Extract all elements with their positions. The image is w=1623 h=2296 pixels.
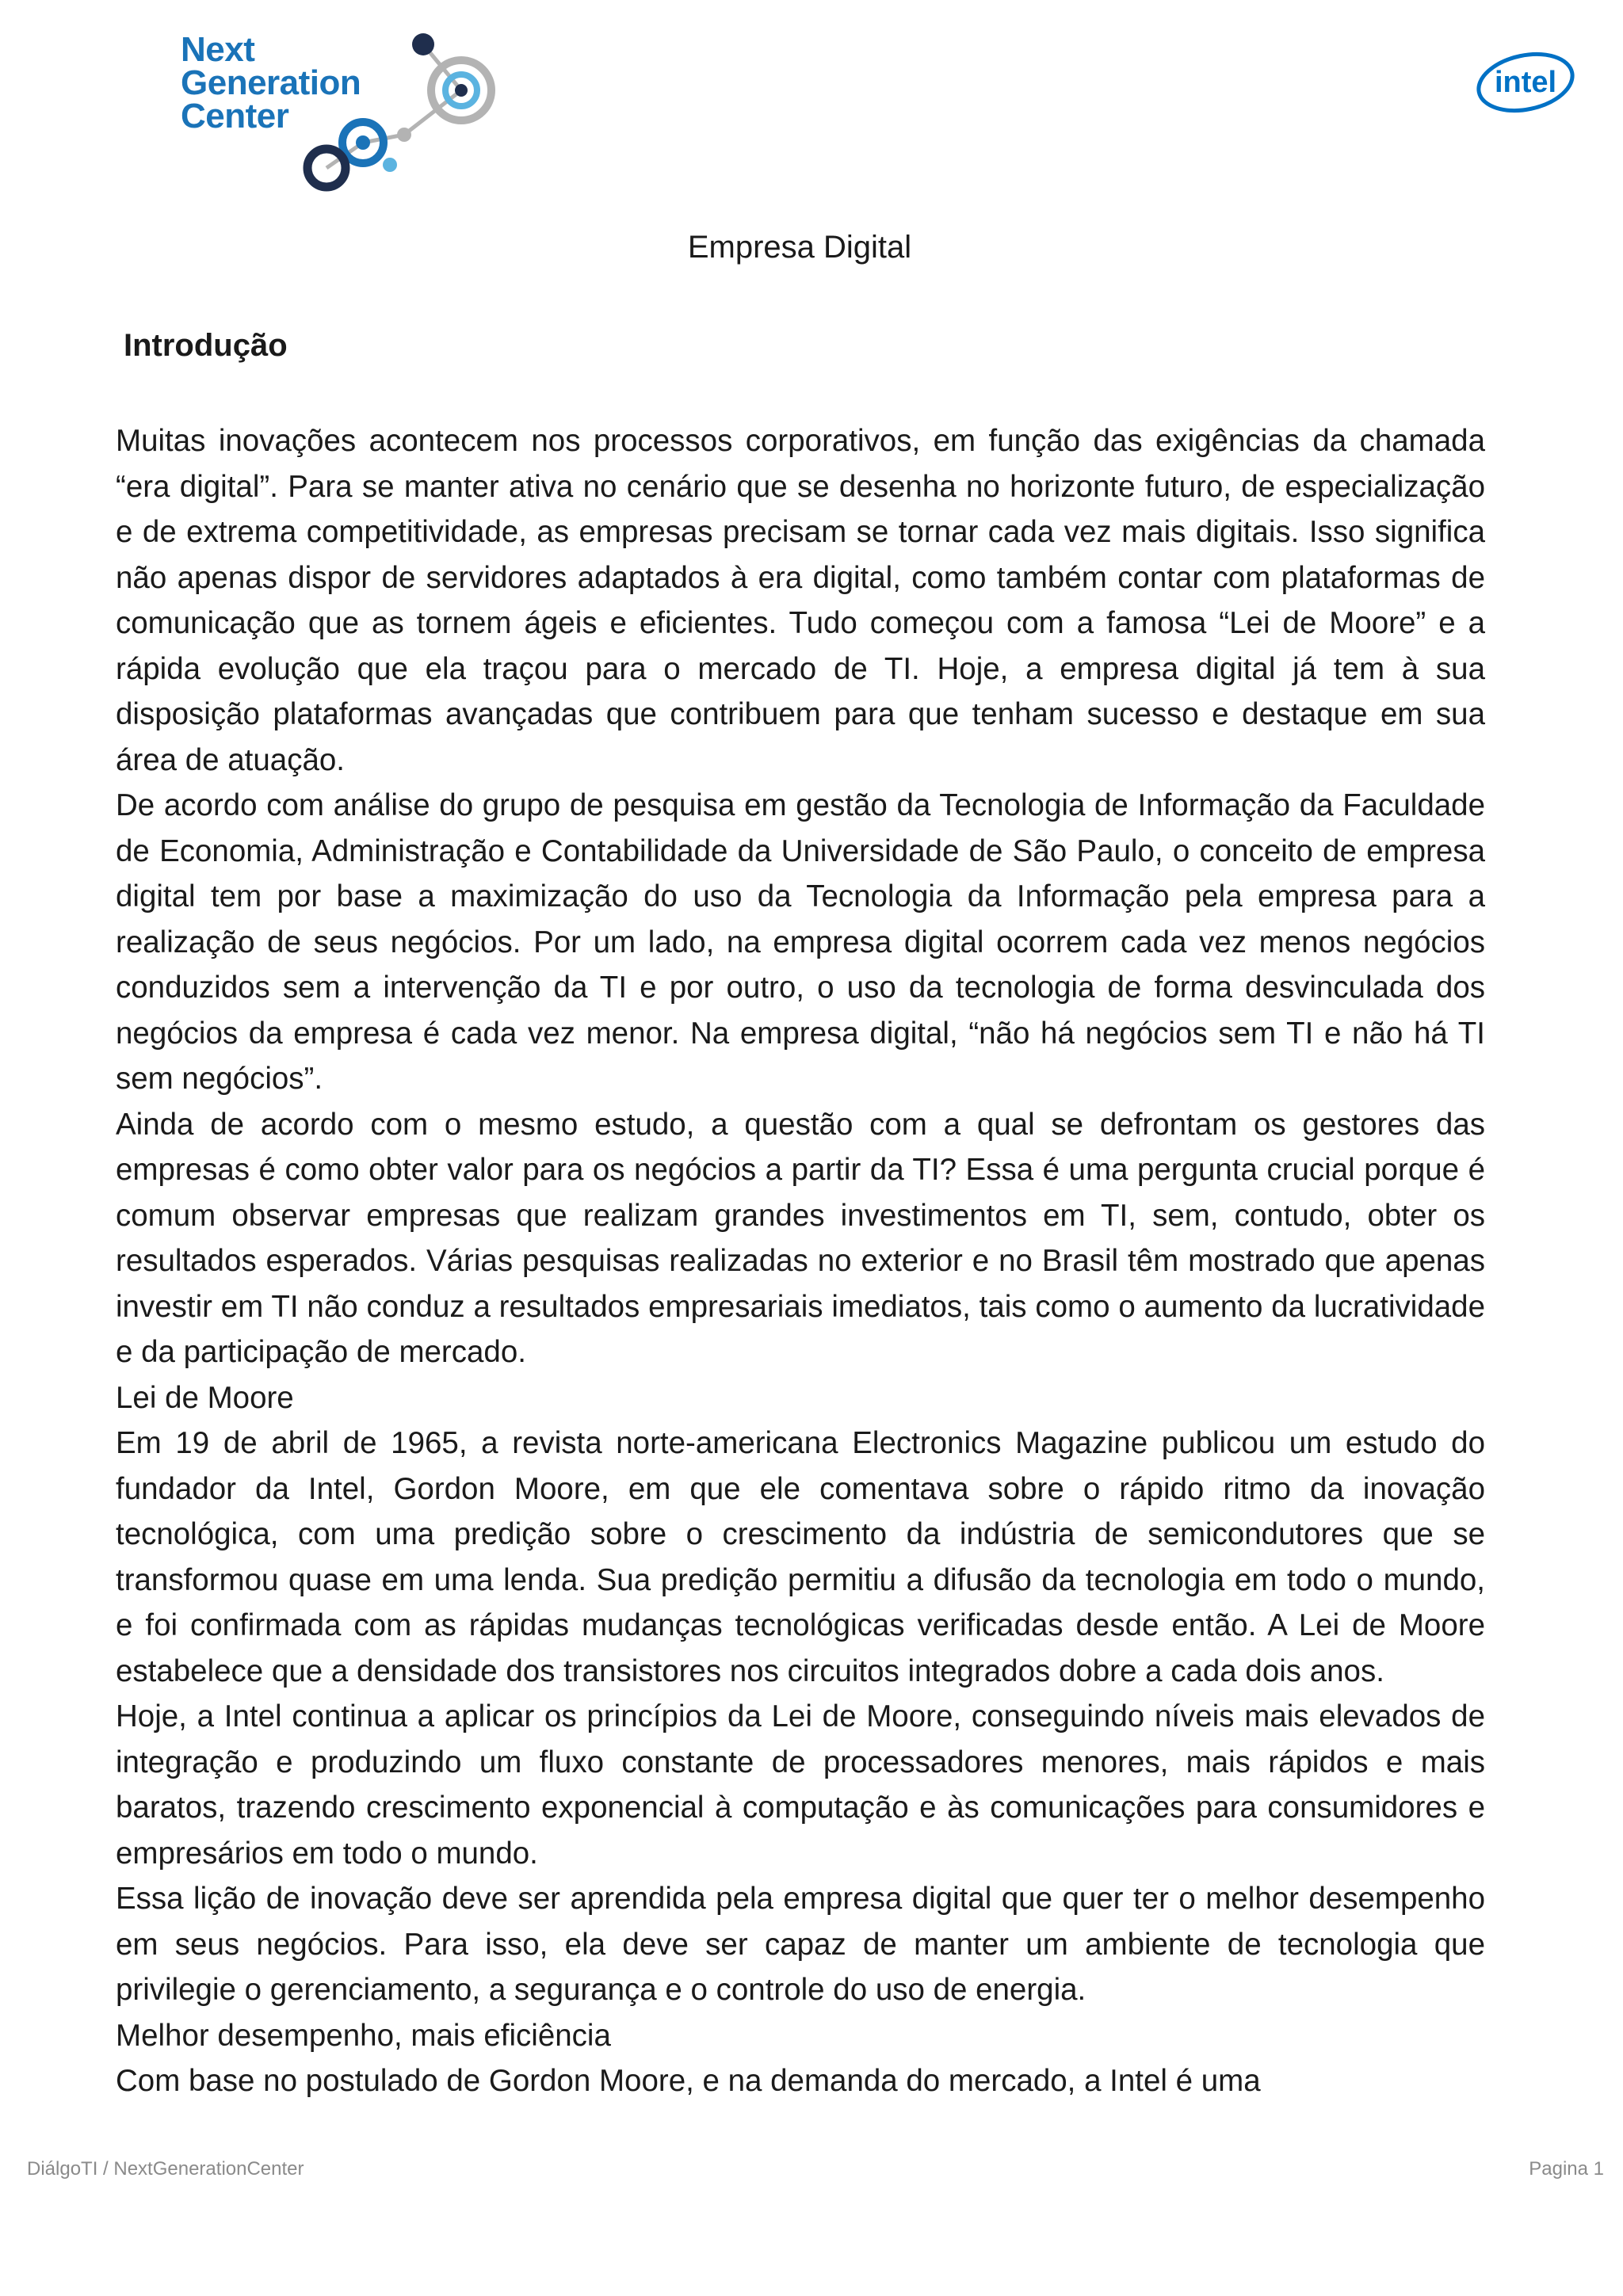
subheading-melhor-desempenho: Melhor desempenho, mais eficiência	[116, 2018, 611, 2053]
paragraph: De acordo com análise do grupo de pesquisa em gestão da Tecnologia de Informação da Faculdade de Economia, Administração e Contabilidade da Universidade de São Paulo, o conceito de empresa digital tem por base a maximização do uso da Tecnologia da Informação pela empresa para a realização de seus negócios. Por um lado, na empresa digital ocorrem cada vez menos negócios conduzidos sem a intervenção da TI e por outro, o uso da tecnologia de forma desvinculada dos negócios da empresa é cada vez menor. Na empresa digital, “não há negócios sem TI e não há TI sem negócios”.	[116, 788, 1485, 1096]
paragraph: Essa lição de inovação deve ser aprendida pela empresa digital que quer ter o melhor desempenho em seus negócios. Para isso, ela deve ser capaz de manter um ambiente de tecnologia que privilegie o gerenciamento, a segurança e o controle do uso de energia.	[116, 1882, 1485, 2007]
intel-logo-graphic	[1472, 46, 1579, 117]
paragraph: Com base no postulado de Gordon Moore, e na demanda do mercado, a Intel é uma	[116, 2064, 1261, 2098]
paragraph: Muitas inovações acontecem nos processos corporativos, em função das exigências da chamada “era digital”. Para se manter ativa no cenário que se desenha no horizonte futuro, de especialização e de extrema competitividade, as empresas precisam se tornar cada vez mais digitais. Isso significa não apenas dispor de servidores adaptados à era digital, como também contar com plataformas de comunicação que as tornem ágeis e eficientes. Tudo começou com a famosa “Lei de Moore” e a rápida evolução que ela traçou para o mercado de TI. Hoje, a empresa digital já tem à sua disposição plataformas avançadas que contribuem para que tenham sucesso e destaque em sua área de atuação.	[116, 424, 1485, 777]
intel-logo	[1472, 46, 1579, 117]
paragraph: Ainda de acordo com o mesmo estudo, a questão com a qual se defrontam os gestores das empresas é como obter valor para os negócios a partir da TI? Essa é uma pergunta crucial porque é comum observar empresas que realizam grandes investimentos em TI, sem, contudo, obter os resultados esperados. Várias pesquisas realizadas no exterior e no Brasil têm mostrado que apenas investir em TI não conduz a resultados empresariais imediatos, tais como o aumento da lucratividade e da participação de mercado.	[116, 1107, 1485, 1369]
document-body	[116, 418, 1485, 2104]
ngc-logo-wordmark	[181, 30, 361, 135]
ngc-logo-line3: Center	[181, 97, 289, 135]
next-generation-center-logo	[181, 24, 506, 198]
ngc-logo-line2: Generation	[181, 63, 361, 102]
paragraph: Em 19 de abril de 1965, a revista norte-americana Electronics Magazine publicou um estudo do fundador da Intel, Gordon Moore, em que ele comentava sobre o rápido ritmo da inovação tecnológica, com uma predição sobre o crescimento da indústria de semicondutores que se transformou quase em uma lenda. Sua predição permitiu a difusão da tecnologia em todo o mundo, e foi confirmada com as rápidas mudanças tecnológicas verificadas desde então. A Lei de Moore estabelece que a densidade dos transistores nos circuitos integrados dobre a cada dois anos.	[116, 1426, 1485, 1688]
footer-source: DiálgoTI / NextGenerationCenter	[27, 2158, 304, 2180]
section-heading-introducao: Introdução	[124, 328, 288, 363]
footer-page-number: Pagina 1	[1529, 2158, 1604, 2180]
page-title: Empresa Digital	[687, 230, 912, 265]
subheading-lei-de-moore: Lei de Moore	[116, 1380, 294, 1415]
paragraph: Hoje, a Intel continua a aplicar os princípios da Lei de Moore, conseguindo níveis mais elevados de integração e produzindo um fluxo constante de processadores menores, mais rápidos e mais baratos, trazendo crescimento exponencial à computação e às comunicações para consumidores e empresários em todo o mundo.	[116, 1699, 1485, 1871]
ngc-logo-line1: Next	[181, 30, 255, 69]
intel-logo-text: intel	[1494, 66, 1557, 99]
